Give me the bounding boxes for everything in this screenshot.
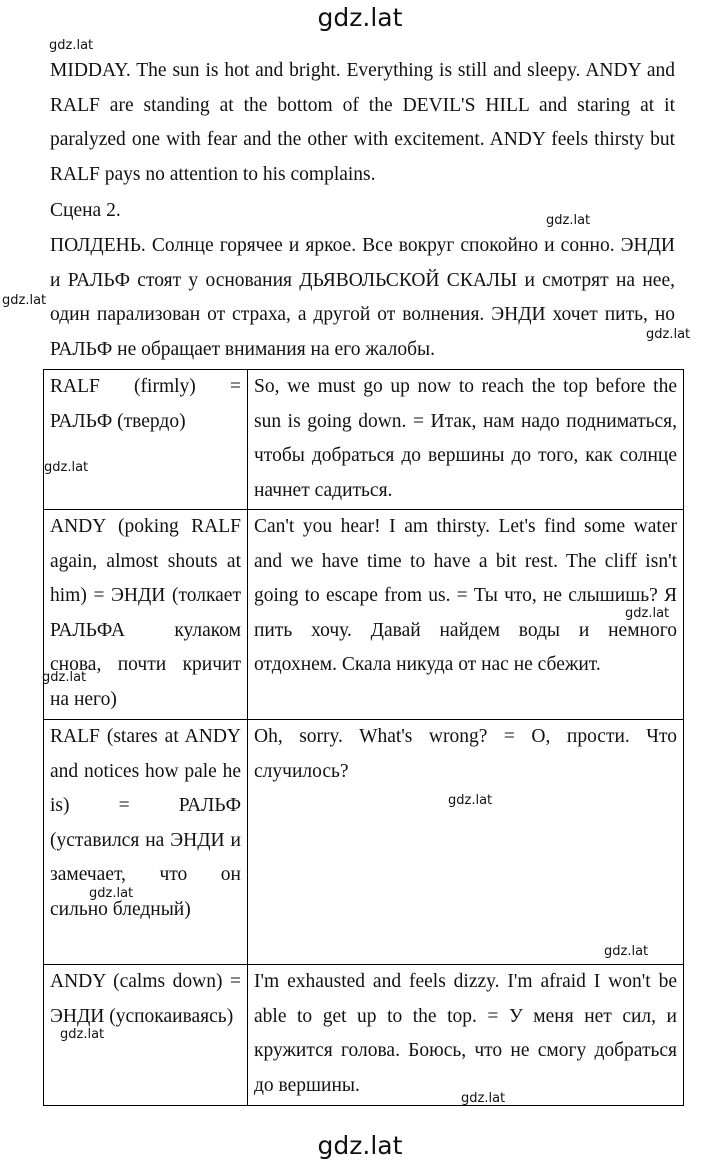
scene-label: Сцена 2. — [50, 200, 121, 221]
watermark: gdz.lat — [625, 606, 670, 621]
speaker-cell: ANDY (calms down) = ЭНДИ (успокаиваясь) — [44, 965, 248, 1106]
watermark: gdz.lat — [60, 1027, 105, 1042]
speaker-cell: RALF (stares at ANDY and notices how pale he is) = РАЛЬФ (уставился на ЭНДИ и замечает, что он сильно бледный) — [44, 720, 248, 965]
speaker-cell: ANDY (poking RALF again, almost shouts at him) = ЭНДИ (толкает РАЛЬФА кулаком снова, почти кричит на него) — [44, 510, 248, 720]
watermark: gdz.lat — [461, 1091, 506, 1106]
line-cell: Can't you hear! I am thirsty. Let's find some water and we have time to have a bit rest. The cliff isn't going to escape from us. = Ты что, не слышишь? Я пить хочу. Давай найдем воды и немного отдохнем. Скала никуда от нас не сбежит. — [248, 510, 684, 720]
line-cell: I'm exhausted and feels dizzy. I'm afraid I won't be able to get up to the top. = У меня нет сил, и кружится голова. Боюсь, что не смогу добраться до вершины. — [248, 965, 684, 1106]
dialogue-table — [43, 369, 684, 1106]
watermark: gdz.lat — [89, 886, 134, 901]
watermark: gdz.lat — [448, 793, 493, 808]
speaker-cell: RALF (firmly) = РАЛЬФ (твердо) — [44, 370, 248, 510]
site-footer: gdz.lat — [317, 1131, 403, 1160]
line-cell: So, we must go up now to reach the top before the sun is going down. = Итак, нам надо подниматься, чтобы добраться до вершины до того, как солнце начнет садиться. — [248, 370, 684, 510]
watermark: gdz.lat — [2, 293, 47, 308]
watermark: gdz.lat — [646, 327, 691, 342]
table-row — [44, 510, 684, 720]
site-header: gdz.lat — [317, 3, 403, 32]
table-row — [44, 720, 684, 965]
watermark: gdz.lat — [44, 460, 89, 475]
scene-description-english: MIDDAY. The sun is hot and bright. Everything is still and sleepy. ANDY and RALF are standing at the bottom of the DEVIL'S HILL and staring at it paralyzed one with fear and the other with excitement. ANDY feels thirsty but RALF pays no attention to his complains. — [50, 60, 675, 185]
table-row — [44, 965, 684, 1106]
watermark: gdz.lat — [604, 944, 649, 959]
watermark: gdz.lat — [49, 38, 94, 53]
scene-description-russian: ПОЛДЕНЬ. Солнце горячее и яркое. Все вокруг спокойно и сонно. ЭНДИ и РАЛЬФ стоят у основания ДЬЯВОЛЬСКОЙ СКАЛЫ и смотрят на нее, один парализован от страха, а другой от волнения. ЭНДИ хочет пить, но РАЛЬФ не обращает внимания на его жалобы. — [50, 235, 675, 360]
watermark: gdz.lat — [546, 213, 591, 228]
line-cell: Oh, sorry. What's wrong? = О, прости. Что случилось? — [248, 720, 684, 965]
table-row — [44, 370, 684, 510]
watermark: gdz.lat — [42, 670, 87, 685]
